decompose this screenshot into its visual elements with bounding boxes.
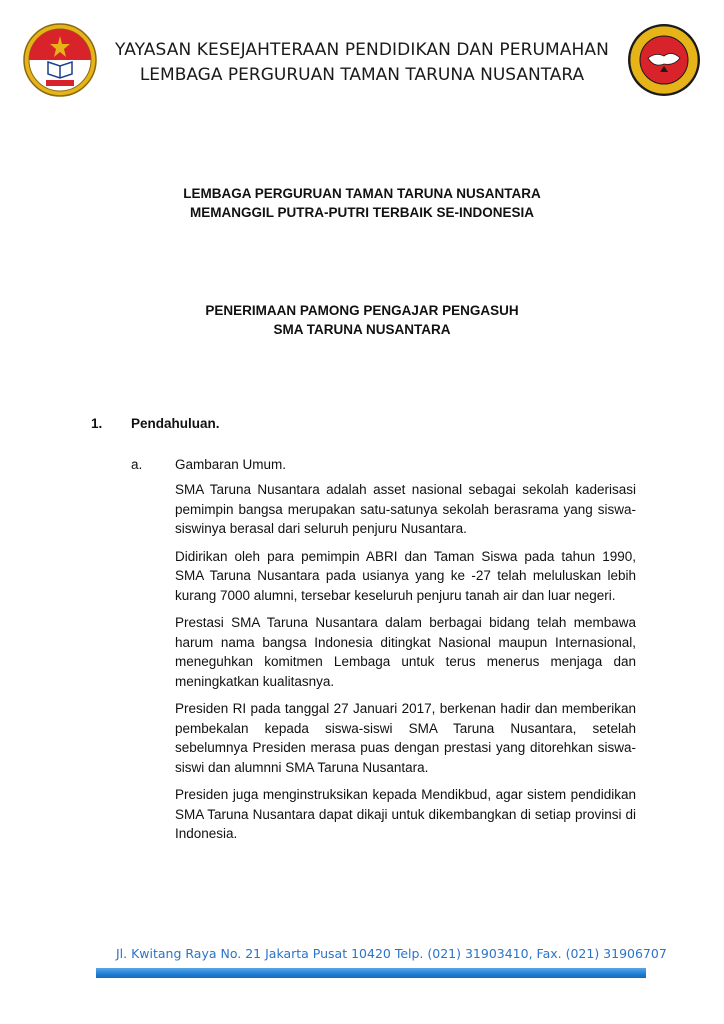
sub-heading — [60, 301, 664, 339]
body-paragraph: Presiden juga menginstruksikan kepada Mendikbud, agar sistem pendidikan SMA Taruna Nusantara dapat dikaji untuk dikembangkan di setiap provinsi di Indonesia. — [175, 787, 636, 841]
section-body — [175, 480, 636, 852]
letterhead-line-1: YAYASAN KESEJAHTERAAN PENDIDIKAN DAN PERUMAHAN — [115, 40, 609, 60]
footer-bar — [96, 968, 646, 978]
body-paragraph: SMA Taruna Nusantara adalah asset nasional sebagai sekolah kaderisasi pemimpin bangsa merupakan satu-satunya sekolah berasrama yang siswa-siswinya berasal dari seluruh penjuru Nusantara. — [175, 482, 636, 536]
body-paragraph: Didirikan oleh para pemimpin ABRI dan Taman Siswa pada tahun 1990, SMA Taruna Nusantara pada usianya yang ke -27 telah meluluskan lebih kurang 7000 alumni, tersebar keseluruh penjuru tanah air dan luar negeri. — [175, 548, 636, 603]
main-heading — [60, 184, 664, 222]
main-heading-line-1: LEMBAGA PERGURUAN TAMAN TARUNA NUSANTARA — [183, 186, 541, 201]
letterhead-line-2: LEMBAGA PERGURUAN TAMAN TARUNA NUSANTARA — [139, 65, 585, 85]
sub-heading-line-1: PENERIMAAN PAMONG PENGAJAR PENGASUH — [205, 303, 519, 318]
sub-heading-line-2: SMA TARUNA NUSANTARA — [273, 322, 451, 337]
letterhead-title — [110, 40, 614, 85]
section-title: Pendahuluan. — [131, 416, 220, 431]
main-heading-line-2: MEMANGGIL PUTRA-PUTRI TERBAIK SE-INDONESIA — [189, 205, 534, 220]
yayasan-logo-icon — [22, 22, 98, 98]
footer-address: Jl. Kwitang Raya No. 21 Jakarta Pusat 10420 Telp. (021) 31903410, Fax. (021) 31906707 — [116, 946, 667, 961]
subsection-letter: a. — [131, 457, 143, 472]
section-number: 1. — [91, 416, 103, 431]
subsection-title: Gambaran Umum. — [175, 457, 287, 472]
body-paragraph: Prestasi SMA Taruna Nusantara dalam berbagai bidang telah membawa harum nama bangsa Indonesia ditingkat Nasional maupun Internasional, meneguhkan komitmen Lembaga untuk terus menerus menjaga dan meningkatkan kualitasnya. — [175, 615, 636, 689]
body-paragraph: Presiden RI pada tanggal 27 Januari 2017, berkenan hadir dan memberikan pembekalan kepada siswa-siswi SMA Taruna Nusantara, setelah sebelumnya Presiden merasa puas dengan prestasi yang ditorehkan siswa-siswi dan alumnni SMA Taruna Nusantara. — [175, 701, 636, 775]
taruna-nusantara-logo-icon — [626, 22, 702, 98]
